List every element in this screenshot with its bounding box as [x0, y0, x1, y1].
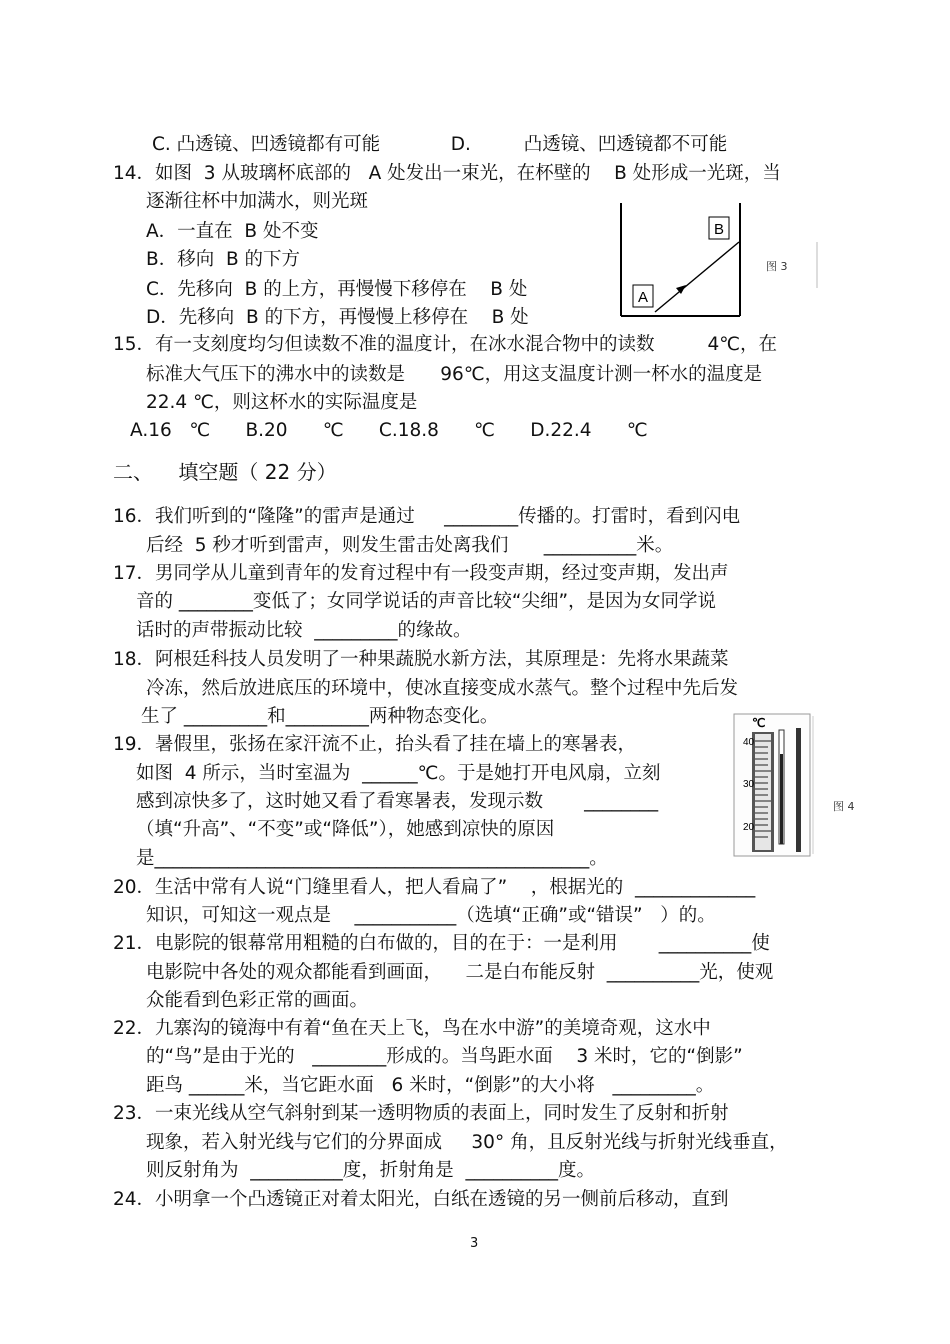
- figure-4: [730, 710, 815, 860]
- light-ray: [655, 242, 739, 312]
- q16-line2: 后经 5 秒才听到雷声，则发生雷击处离我们 __________米。: [146, 535, 674, 556]
- figure-3-label-a: A: [638, 289, 649, 306]
- figure-4-caption: 图 4: [833, 800, 855, 813]
- q19-line3: 感到凉快多了，这时她又看了看寒暑表，发现示数 ________: [136, 791, 659, 812]
- q15-options: A.16 ℃ B.20 ℃ C.18.8 ℃ D.22.4 ℃: [130, 420, 648, 441]
- q22-line3: 距鸟 ______米，当它距水面 6 米时，“倒影”的大小将 _________。: [146, 1075, 715, 1096]
- q17-line1: 17．男同学从儿童到青年的发育过程中有一段变声期，经过变声期，发出声: [113, 563, 729, 584]
- q17-line2: 音的 ________变低了；女同学说话的声音比较“尖细”，是因为女同学说: [136, 591, 717, 612]
- tick-label-20: 20: [743, 822, 755, 833]
- q22-line2: 的“鸟”是由于光的 ________形成的。当鸟距水面 3 米时，它的“倒影”: [146, 1046, 743, 1067]
- q20-line2: 知识，可知这一观点是 ___________（选填“正确”或“错误” ）的。: [146, 905, 716, 926]
- q17-line3: 话时的声带振动比较 _________的缘故。: [136, 620, 472, 641]
- q15-stem-cont: 标准大气压下的沸水中的读数是 96℃，用这支温度计测一杯水的温度是: [146, 364, 763, 385]
- q22-line1: 22．九寨沟的镜海中有着“鱼在天上飞，鸟在水中游”的美境奇观，这水中: [113, 1018, 711, 1039]
- q19-line1: 19．暑假里，张扬在家汗流不止，抬头看了挂在墙上的寒暑表，: [113, 734, 637, 755]
- q19-line4: （填“升高”、“不变”或“降低”），她感到凉快的原因: [136, 819, 555, 840]
- q16-line1: 16．我们听到的“隆隆”的雷声是通过 ________传播的。打雷时，看到闪电: [113, 506, 741, 527]
- q14-option-c: C．先移向 B 的上方，再慢慢下移停在 B 处: [146, 279, 528, 300]
- q23-line2: 现象，若入射光线与它们的分界面成 30° 角，且反射光线与折射光线垂直，: [146, 1132, 788, 1153]
- figure-4-unit: ℃: [752, 716, 766, 730]
- q24-line1: 24．小明拿一个凸透镜正对着太阳光，白纸在透镜的另一侧前后移动，直到: [113, 1189, 729, 1210]
- q14-stem: 14．如图 3 从玻璃杯底部的 A 处发出一束光，在杯壁的 B 处形成一光斑，当: [113, 163, 781, 184]
- figure-3-caption: 图 3: [766, 260, 788, 273]
- q21-line1: 21．电影院的银幕常用粗糙的白布做的，目的在于：一是利用 __________使: [113, 933, 770, 954]
- q21-line2: 电影院中各处的观众都能看到画面， 二是白布能反射 __________光，使观: [146, 962, 774, 983]
- q15-stem-cont2: 22.4 ℃，则这杯水的实际温度是: [146, 392, 418, 413]
- figure-3-label-b: B: [714, 221, 725, 238]
- q19-line2: 如图 4 所示，当时室温为 ______℃。于是她打开电风扇，立刻: [136, 763, 661, 784]
- q15-stem: 15．有一支刻度均匀但读数不准的温度计，在冰水混合物中的读数 4℃，在: [113, 334, 778, 355]
- q14-option-a: A．一直在 B 处不变: [146, 221, 319, 242]
- q23-line1: 23．一束光线从空气斜射到某一透明物质的表面上，同时发生了反射和折射: [113, 1103, 729, 1124]
- q20-line1: 20．生活中常有人说“门缝里看人，把人看扁了” ，根据光的 _____________: [113, 877, 756, 898]
- q14-option-d: D．先移向 B 的下方，再慢慢上移停在 B 处: [146, 307, 529, 328]
- q18-line2: 冷冻，然后放进底压的环境中，使冰直接变成水蒸气。整个过程中先后发: [146, 678, 739, 699]
- page-number: 3: [470, 1236, 479, 1251]
- section-title: 二、 填空题（ 22 分）: [113, 460, 337, 484]
- q19-line5: 是_______________________________________________。: [136, 848, 608, 869]
- tick-label-40: 40: [743, 737, 755, 748]
- q23-line3: 则反射角为 __________度，折射角是 __________度。: [146, 1160, 596, 1181]
- q14-stem-cont: 逐渐往杯中加满水，则光斑: [146, 191, 369, 212]
- figure-3: [615, 198, 820, 323]
- q18-line1: 18．阿根廷科技人员发明了一种果蔬脱水新方法，其原理是：先将水果蔬菜: [113, 649, 729, 670]
- q14-option-b: B．移向 B 的下方: [146, 249, 301, 270]
- tick-label-30: 30: [743, 779, 755, 790]
- mercury-column: [780, 754, 783, 844]
- q18-line3: 生了 _________和_________两种物态变化。: [141, 706, 499, 727]
- q21-line3: 众能看到色彩正常的画面。: [146, 990, 369, 1011]
- q13-options-cd: C. 凸透镜、凹透镜都有可能 D. 凸透镜、凹透镜都不可能: [152, 134, 728, 155]
